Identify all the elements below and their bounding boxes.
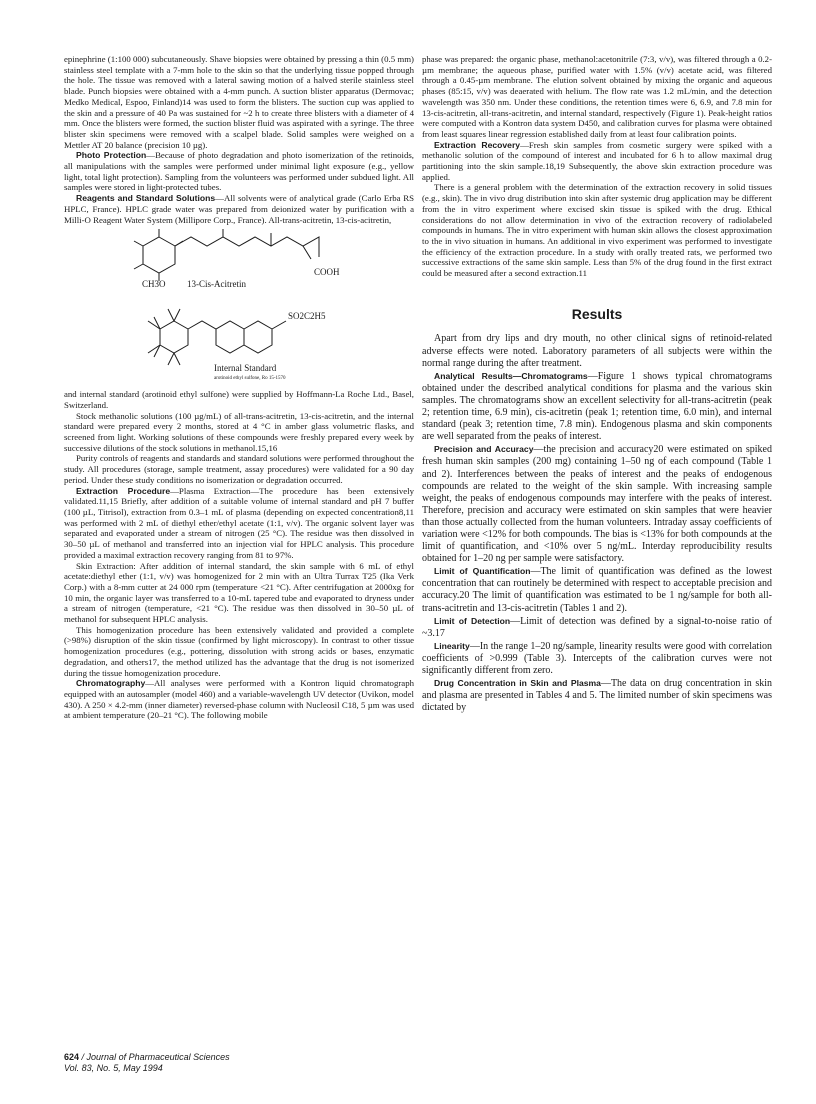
paragraph — [64, 150, 414, 193]
run-in-heading: Precision and Accuracy — [434, 444, 534, 455]
paragraph — [422, 370, 772, 444]
page-number: 624 — [64, 1052, 80, 1062]
paragraph — [422, 140, 772, 183]
paragraph: Purity controls of reagents and standards and standard solutions were performed throughout the study. All procedures (storage, sample treatment, assay procedures) were validated for a 90 day period. Under these study conditions no isomerization or degradation occurred. — [64, 453, 414, 485]
aromatic-ring-shape — [143, 237, 175, 273]
run-in-heading: Linearity — [434, 640, 470, 651]
paragraph — [422, 615, 772, 640]
so2-label: SO2C2H5 — [288, 311, 326, 322]
run-in-heading: Reagents and Standard Solutions — [76, 193, 216, 204]
paragraph: There is a general problem with the determination of the extraction recovery in solid tissues (e.g., skin). The in vivo drug distribution into skin after systemic drug application may be different from the in vitro experiment where excised skin tissue is spiked with the drug. Ethical considerations do not allow determination in vivo of the extraction recovery of radiolabeled compounds in humans. The in vitro experiment with human skin allows the closest approximation to the in vivo situation in humans. An additional in vivo experiment was performed to investigate the efficiency of the extraction procedure. In a study with orally treated rats, we performed two successive extractions of the same skin sample. Less than 5% of the drug found in the first extract could be measured after a second extraction.11 — [422, 182, 772, 279]
run-in-heading: Drug Concentration in Skin and Plasma — [434, 678, 601, 689]
run-in-heading: Extraction Recovery — [434, 139, 521, 150]
paragraph-text: —Plasma Extraction—The procedure has been extensively validated.11,15 Briefly, after addition of a suitable volume of internal standard and pH 7 buffer (100 µL, Titrisol), extraction from 0.3–1 mL of plasma (depending on expected concentration8,11 was performed with 2 mL of diethyl ether/ethyl acetate (1:1, v/v). The organic solvent layer was separated and evaporated under a stream of nitrogen (25 °C). The residue was then dissolved in 30–50 µL of methanol and transferred into an injection vial for HPLC analysis. This procedure provided a maximal extraction recovery ranging from 81 to 97%. — [64, 485, 414, 560]
run-in-heading: Chromatography — [76, 678, 146, 689]
paragraph-text: —Limit of detection was defined by a signal-to-noise ratio of ~3.17 — [422, 615, 772, 639]
paragraph-text: —The data on drug concentration in skin and plasma are presented in Tables 4 and 5. The limited number of skin specimens was dictated by — [422, 678, 772, 714]
paragraph — [422, 677, 772, 714]
run-in-heading: Limit of Quantification — [434, 566, 531, 577]
ch3o-label: CH3O — [142, 279, 166, 290]
paragraph: This homogenization procedure has been extensively validated and provided a complete (>98%) disruption of the skin tissue (confirmed by light microscopy). In contrast to other tissue homogenization procedures (e.g., pottering, dissolution with strong acids or bases, enzymatic degradation, and others17, the method utilized has the advantage that the drug is not isomerized during the tissue homogenization procedure. — [64, 624, 414, 678]
paragraph — [64, 486, 414, 561]
footer-line-1 — [64, 1052, 230, 1063]
paragraph — [64, 678, 414, 721]
results-section — [422, 333, 772, 714]
page-footer — [64, 1052, 230, 1074]
paragraph: phase was prepared: the organic phase, methanol:acetonitrile (7:3, v/v), was filtered through a 0.2-µm membrane; the aqueous phase, purified water with 1.5% (v/v) acetate acid, was filtered through a 0.45-µm membrane. The elution solvent obtained by mixing the organic and aqueous phases (85:15, v/v) was deaerated with helium. The flow rate was 1.2 mL/min, and the detection wavelength was 350 nm. Under these conditions, the retention times were 6, 6.9, and 7.8 min for 13-cis-acitretin, all-trans-acitretin, and internal standard, respectively (Figure 1). Peak-height ratios were computed with a Kontron data system D450, and calibration curves for plasma were obtained from least squares linear regression established daily from at least four calibration points. — [422, 54, 772, 139]
paragraph-text: —All solvents were of analytical grade (Carlo Erba RS HPLC, France). HPLC grade water was prepared from deionized water by purification with a Milli-O Reagent Water System (Millipore Corp., France). All-trans-acitretin, 13-cis-acitretin, — [64, 193, 414, 225]
chemical-structures-drawing — [64, 229, 414, 383]
compound-sublabel: arotinoid ethyl sulfone, Ro 15-1570 — [214, 376, 286, 382]
paragraph-text: —Fresh skin samples from cosmetic surgery were spiked with a methanolic solution of the compound of interest and incubated for 6 h to allow maximal drug partitioning into the skin sample.18,19 Subsequently, the above skin extraction procedure was applied. — [422, 139, 773, 182]
paragraph: epinephrine (1:100 000) subcutaneously. Shave biopsies were obtained by pressing a thin (0.5 mm) stainless steel template with a 7-mm hole to the skin so that the underlying tissue popped through the hole. The tissue was removed with a lateral sawing motion of a halved sterile stainless steel blade. Punch biopsies were obtained with a 4-mm punch. A suction blister apparatus (Dermovac; Medko Medical, Espoo, Finland)14 was used to form the blisters. The suction cup was applied to the skin and a pressure of 40 Pa was sustained for ~2 h to create three blisters with a diameter of 4 mm. Once the blisters were formed, the suction blister fluid was aspirated with a syringe. The three blister skin specimens were removed with a scalpel blade. Solid samples were weighed on a Mettler AT 20 balance (precision 10 µg). — [64, 54, 414, 150]
paragraph: Skin Extraction: After addition of internal standard, the skin sample with 6 mL of ethyl acetate:diethyl ether (1:1, v/v) was homogenized for 2 min with an Ultra Turrax T25 (Ika Verk Corp.) with a 8-mm cutter at 24 000 rpm (temperature <21 °C). After centrifugation at 2000xg for 10 min, the organic layer was transferred to a 10-mL tapered tube and evaporated to dryness under a stream of nitrogen (temperature, <21 °C). The residue was then dissolved in 30–50 µL of methanol for subsequent HPLC analysis. — [64, 560, 414, 625]
paragraph-text: —All analyses were performed with a Kontron liquid chromatograph equipped with an autosampler (model 460) and a variable-wavelength UV detector (Uvikon, model 430). A 250 × 4.2-mm (inner diameter) reversed-phase column with Nucleosil C18, 5 µm was used at ambient temperature (20–21 °C). The following mobile — [64, 678, 414, 721]
left-column — [64, 54, 414, 721]
footer-line-2: Vol. 83, No. 5, May 1994 — [64, 1063, 163, 1073]
paragraph-text: —the precision and accuracy20 were estimated on spiked fresh human skin samples (200 mg) containing 1–50 ng of each compound (Table 1 and 2). Interferences between the peaks of interest and the peaks of endogenous compounds are related to the weight of the skin sample. With increasing sample weight, the peaks of endogenous compounds may interfere with the peaks of interest. Therefore, precision and accuracy were estimated on skin samples that were heavier than those actually collected from the human volunteers. Intraday assay coefficients of variation were <12% for both compounds. The bias is <13% for both compounds at the limit of quantification, and <10% over 5 ng/mL. Interday reproducibility results obtained for 1–20 ng per sample were satisfactory. — [422, 444, 772, 565]
run-in-heading: Analytical Results—Chromatograms — [434, 370, 588, 381]
paragraph: Apart from dry lips and dry mouth, no other clinical signs of retinoid-related adverse effects were noted. Laboratory parameters of all subjects were within the normal range during the after treatment. — [422, 333, 772, 369]
journal-name: / Journal of Pharmaceutical Sciences — [81, 1052, 230, 1062]
paragraph-text: —Figure 1 shows typical chromatograms obtained under the described analytical conditions for plasma and the various skin samples. The chromatograms show an excellent selectivity for all-trans-acitretin (peak 2; retention time, 6.9 min), cis-acitretin (peak 1; retention time, 6.0 min), and internal standard (peak 3; retention time, 7.8 min). Endogenous plasma and skin components are well separated from the peaks of interest. — [422, 370, 773, 443]
paragraph — [422, 640, 772, 677]
compound-label: Internal Standard — [214, 363, 277, 374]
paragraph — [422, 443, 772, 565]
compound-label: 13-Cis-Acitretin — [187, 279, 246, 290]
paragraph-text: —The limit of quantification was defined as the lowest concentration that can routinely be determined with respect to acceptable precision and accuracy.20 The limit of quantification was estimated to be 1 ng/sample for both all-trans-acitretin and 13-cis-acitretin (Tables 1 and 2). — [422, 566, 773, 614]
paragraph-text: —In the range 1–20 ng/sample, linearity results were good with correlation coefficients of >0.999 (Table 3). Intercepts of the calibration curves were not significantly different from zero. — [422, 640, 772, 676]
run-in-heading: Extraction Procedure — [76, 485, 171, 496]
paragraph: and internal standard (arotinoid ethyl sulfone) were supplied by Hoffmann-La Roche Ltd., Basel, Switzerland. — [64, 389, 414, 410]
paragraph — [64, 193, 414, 225]
chemical-structures-figure — [64, 229, 414, 383]
cooh-label: COOH — [314, 267, 340, 278]
run-in-heading: Limit of Detection — [434, 615, 511, 626]
aromatic-ring-shape — [160, 321, 188, 353]
run-in-heading: Photo Protection — [76, 150, 147, 161]
paragraph — [422, 565, 772, 614]
paragraph-text: —Because of photo degradation and photo isomerization of the retinoids, all manipulations with the samples were performed under minimal light exposure (e.g., yellow light, total light protection). Sampling from the volunteers was performed under subdued light. All samples were stored in light-protected tubes. — [64, 150, 414, 193]
right-column — [422, 54, 772, 714]
section-heading: Results — [571, 305, 623, 322]
paragraph: Stock methanolic solutions (100 µg/mL) of all-trans-acitretin, 13-cis-acitretin, and the internal standard were prepared every 2 months, stored at 4 °C in amber glass volumetric flasks, and screened from light. Working solutions of these compounds were freshly prepared every week by successive dilutions of the stock solutions in methanol.15,16 — [64, 410, 414, 453]
